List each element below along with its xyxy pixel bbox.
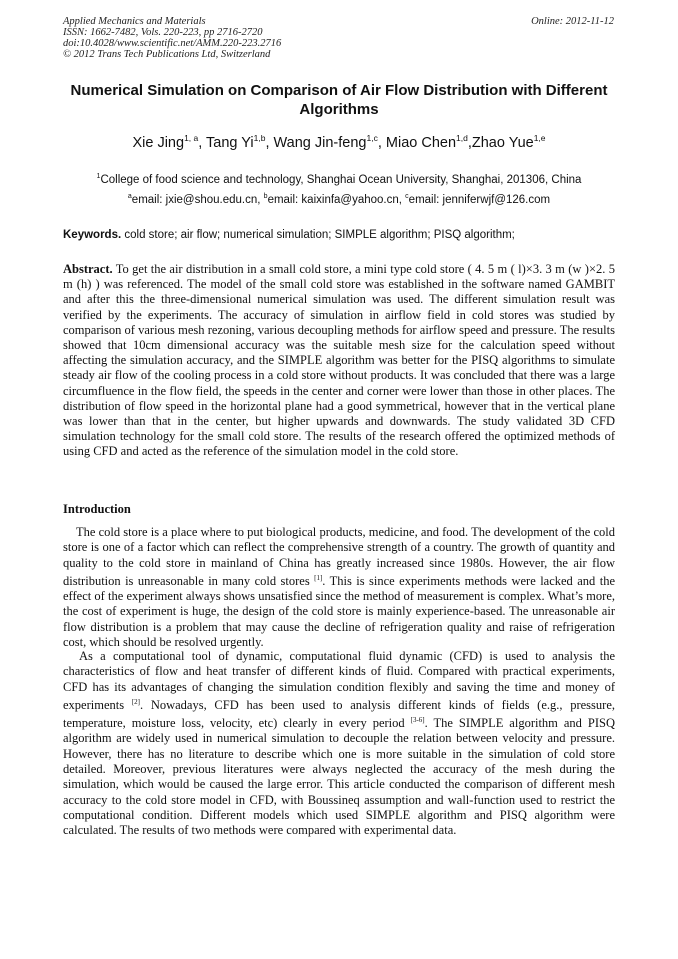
author-superscript: 1,c <box>366 133 378 143</box>
copyright-line: © 2012 Trans Tech Publications Ltd, Switzerland <box>63 49 271 60</box>
keywords-text: cold store; air flow; numerical simulation; SIMPLE algorithm; PISQ algorithm; <box>121 229 515 241</box>
section-heading-introduction: Introduction <box>63 502 131 516</box>
author-superscript: 1,e <box>533 133 546 143</box>
doi-line: doi:10.4028/www.scientific.net/AMM.220-223.2716 <box>63 38 282 49</box>
author-separator: , <box>265 135 274 151</box>
intro-paragraph-1 <box>63 525 615 650</box>
affiliation-superscript: 1 <box>96 173 101 180</box>
affiliation <box>40 170 638 187</box>
author-list <box>40 129 638 152</box>
author-name: Tang Yi <box>206 135 254 151</box>
journal-name: Applied Mechanics and Materials <box>63 16 206 27</box>
abstract-label: Abstract. <box>63 262 113 276</box>
author-superscript: 1, a <box>184 133 199 143</box>
author-superscript: 1,d <box>456 133 468 143</box>
email-a: email: jxie@shou.edu.cn, <box>131 194 264 206</box>
paragraph-text: The cold store is a place where to put biological products, medicine, and food. The development of the cold store is one of a factor which can reflect the comprehensive strength of a country. The growth of quantity and quality to the cold store in mainland of China has greatly increased since 1980s. However, the air flow distribution is unreasonable in many cold stores <box>63 525 615 588</box>
paragraph-text: . Nowadays, CFD has been used to analysis different kinds of fields (e.g., pressure, temperature, moisture loss, velocity, etc) clearly in every period <box>63 697 615 731</box>
author-name: Miao Chen <box>385 135 457 151</box>
email-superscript: c <box>405 193 409 200</box>
author-superscript: 1,b <box>253 133 266 143</box>
issn-line: ISSN: 1662-7482, Vols. 220-223, pp 2716-2720 <box>63 27 263 38</box>
keywords <box>63 228 615 242</box>
paragraph-text: As a computational tool of dynamic, computational fluid dynamic (CFD) is used to analysis the characteristics of flow and heat transfer of different kinds of fluid. Compared with practical experiments, CFD has its advantages of changing the simulation condition flexibly and saving the time and money of experiments <box>63 649 615 712</box>
author-separator: , <box>198 135 207 151</box>
paragraph-text: . This is since experiments methods were lacked and the effect of the experiment always shows unsatisfied since the method of measurement is complex. What’s more, the cost of experiment is huge, the design of the cold store is mainly experience-based. The unreasonable air flow distribution is a problem that may cause the decline of refrigeration quality and raise of refrigeration cost, which should be resolved urgently. <box>63 573 615 650</box>
paper-title: Numerical Simulation on Comparison of Air Flow Distribution with Different Algorithms <box>70 82 608 118</box>
author-separator: , <box>467 135 472 151</box>
citation: [2] <box>131 697 140 706</box>
journal-header <box>63 16 281 60</box>
email-superscript: a <box>127 193 132 200</box>
author-name: Zhao Yue <box>471 135 534 151</box>
email-b: email: kaixinfa@yahoo.cn, <box>267 194 406 206</box>
keywords-label: Keywords. <box>63 229 122 241</box>
author-separator: , <box>377 135 386 151</box>
email-c: email: jenniferwjf@126.com <box>408 194 551 206</box>
paragraph-text: . The SIMPLE algorithm and PISQ algorithm are widely used in numerical simulation to decouple the relation between velocity and pressure. However, there has no literature to describe which one is more suitable in the simulation of cold store detailed. Moreover, previous literatures were always neglected the accuracy of the mesh during the simulation, which would be caused the large error. This article conducted the comparison of different mesh accuracy to the cold store model in CFD, with Boussineq assumption and wall-function used to restrict the computational condition. Different models which used SIMPLE algorithm and PISQ algorithm were calculated. The results of two methods were compared with experimental data. <box>63 716 615 838</box>
citation: [1] <box>314 573 323 582</box>
author-name: Xie Jing <box>132 135 185 151</box>
author-name: Wang Jin-feng <box>273 135 367 151</box>
affiliation-text: College of food science and technology, Shanghai Ocean University, Shanghai, 201306, China <box>100 174 582 186</box>
online-date: Online: 2012-11-12 <box>531 16 614 27</box>
abstract <box>63 262 615 460</box>
citation: [3-6] <box>410 716 425 725</box>
abstract-text: To get the air distribution in a small cold store, a mini type cold store ( 4. 5 m ( l)×3. 3 m (w )×2. 5 m (h) ) was referenced. The model of the small cold store was established in the software named GAMBIT and after this the three-dimensional numerical simulation was used. The different simulation result was verified by the experiments. The accuracy of simulation in airflow field in cold stores was studied by comparison of various mesh rezoning, various decoupling methods for airflow speed and pressure. The results showed that 10cm dimensional accuracy was the suitable mesh size for the calculation speed without affecting the simulation accuracy, and the SIMPLE algorithm was better for the PISQ algorithms to simulate steady air flow of the cooling process in a cold store without products. It was concluded that there was a large circumfluence in the flow field, the speeds in the center and corner were lower than those in other places. The distribution of flow speed in the horizontal plane had a good symmetrical, however that in the vertical plane was lower than that in the center, but higher upwards and downwards. The study validated 3D CFD simulation technology for the small cold store. The results of the research offered the optimized methods of using CFD and acted as the reference of the simulation model in the cold store. <box>63 262 615 459</box>
email-superscript: b <box>263 193 268 200</box>
email-line <box>40 190 638 207</box>
intro-paragraph-2 <box>63 649 615 839</box>
